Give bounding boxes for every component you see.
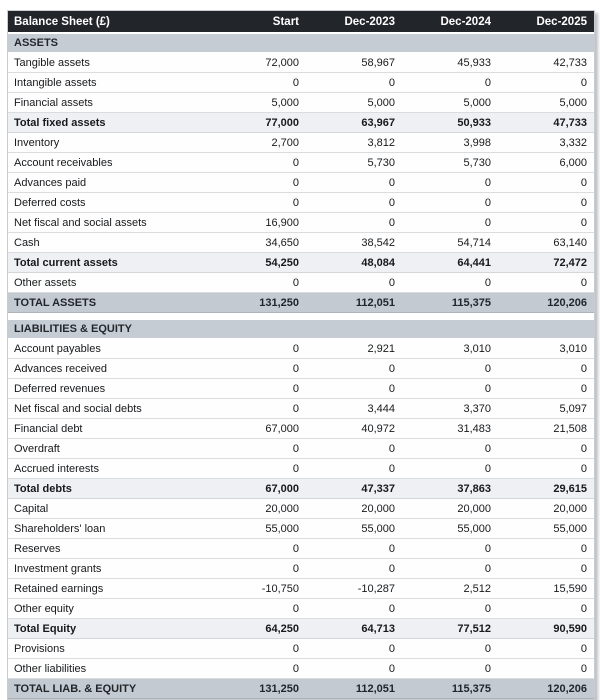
cell-value: 112,051	[306, 293, 402, 313]
table-row	[8, 599, 594, 619]
column-header-dec2025: Dec-2025	[498, 11, 594, 33]
cell-value: 5,730	[402, 153, 498, 173]
row-label: Capital	[8, 499, 210, 519]
cell-value: 131,250	[210, 293, 306, 313]
cell-value: 0	[306, 379, 402, 399]
row-label: Total current assets	[8, 253, 210, 273]
row-label: Deferred revenues	[8, 379, 210, 399]
cell-value: 0	[306, 599, 402, 619]
row-label: Other equity	[8, 599, 210, 619]
cell-value: 0	[402, 173, 498, 193]
cell-value: 0	[498, 659, 594, 679]
header-row	[8, 11, 594, 33]
table-row	[8, 639, 594, 659]
cell-value: 0	[210, 539, 306, 559]
row-label: Net fiscal and social assets	[8, 213, 210, 233]
cell-value: 0	[402, 359, 498, 379]
cell-value: 2,700	[210, 133, 306, 153]
cell-value: 0	[210, 439, 306, 459]
cell-value: 58,967	[306, 53, 402, 73]
row-label: Deferred costs	[8, 193, 210, 213]
cell-value: 50,933	[402, 113, 498, 133]
cell-value: 0	[306, 73, 402, 93]
cell-value: 0	[402, 439, 498, 459]
table-row	[8, 579, 594, 599]
cell-value: 34,650	[210, 233, 306, 253]
table-row	[8, 233, 594, 253]
cell-value: 20,000	[210, 499, 306, 519]
subtotal-row	[8, 479, 594, 499]
section-row	[8, 33, 594, 53]
cell-value: 0	[498, 599, 594, 619]
cell-value: 0	[498, 359, 594, 379]
cell-value: 67,000	[210, 419, 306, 439]
cell-value: 16,900	[210, 213, 306, 233]
subtotal-row	[8, 619, 594, 639]
cell-value: 45,933	[402, 53, 498, 73]
row-label: Account payables	[8, 339, 210, 359]
table-row	[8, 439, 594, 459]
cell-value: 64,441	[402, 253, 498, 273]
row-label: Provisions	[8, 639, 210, 659]
cell-value: 3,444	[306, 399, 402, 419]
cell-value: 0	[498, 193, 594, 213]
cell-value: 0	[498, 439, 594, 459]
cell-value: 2,512	[402, 579, 498, 599]
row-label: Total debts	[8, 479, 210, 499]
cell-value: 0	[306, 459, 402, 479]
cell-value: 42,733	[498, 53, 594, 73]
cell-value: 0	[210, 73, 306, 93]
table-row	[8, 499, 594, 519]
cell-value: 0	[498, 213, 594, 233]
cell-value: 72,000	[210, 53, 306, 73]
cell-value: 0	[210, 273, 306, 293]
column-header-dec2023: Dec-2023	[306, 11, 402, 33]
cell-value: 0	[306, 539, 402, 559]
table-title: Balance Sheet (£)	[8, 11, 210, 33]
cell-value: 77,512	[402, 619, 498, 639]
cell-value: 0	[402, 599, 498, 619]
cell-value: 0	[402, 559, 498, 579]
cell-value: 5,000	[402, 93, 498, 113]
row-label: Shareholders' loan	[8, 519, 210, 539]
cell-value: 0	[306, 213, 402, 233]
cell-value: 0	[402, 213, 498, 233]
cell-value: 54,714	[402, 233, 498, 253]
cell-value: 21,508	[498, 419, 594, 439]
cell-value: 0	[210, 339, 306, 359]
cell-value: 3,998	[402, 133, 498, 153]
cell-value: 3,370	[402, 399, 498, 419]
cell-value: 3,010	[498, 339, 594, 359]
cell-value: 29,615	[498, 479, 594, 499]
cell-value: 0	[402, 639, 498, 659]
cell-value: 40,972	[306, 419, 402, 439]
cell-value: 5,097	[498, 399, 594, 419]
subtotal-row	[8, 113, 594, 133]
cell-value: 0	[498, 639, 594, 659]
table-row	[8, 73, 594, 93]
row-label: Other liabilities	[8, 659, 210, 679]
cell-value: 0	[498, 379, 594, 399]
cell-value: 15,590	[498, 579, 594, 599]
cell-value: 3,332	[498, 133, 594, 153]
section-row	[8, 320, 594, 339]
cell-value: 0	[210, 193, 306, 213]
cell-value: 0	[210, 173, 306, 193]
row-label: Cash	[8, 233, 210, 253]
cell-value: 120,206	[498, 293, 594, 313]
table-row	[8, 559, 594, 579]
row-label: Total fixed assets	[8, 113, 210, 133]
grandtotal-row	[8, 679, 594, 699]
cell-value: 115,375	[402, 293, 498, 313]
cell-value: 0	[498, 173, 594, 193]
row-label: Financial assets	[8, 93, 210, 113]
cell-value: 64,713	[306, 619, 402, 639]
balance-sheet-body	[8, 33, 594, 699]
cell-value: 0	[402, 539, 498, 559]
table-row	[8, 53, 594, 73]
cell-value: 5,000	[210, 93, 306, 113]
cell-value: 0	[210, 399, 306, 419]
row-label: Financial debt	[8, 419, 210, 439]
cell-value: 0	[210, 379, 306, 399]
row-label: Overdraft	[8, 439, 210, 459]
cell-value: 0	[498, 459, 594, 479]
cell-value: 0	[210, 659, 306, 679]
row-label: Other assets	[8, 273, 210, 293]
cell-value: 63,967	[306, 113, 402, 133]
cell-value: 0	[210, 153, 306, 173]
cell-value: 115,375	[402, 679, 498, 699]
row-label: Inventory	[8, 133, 210, 153]
cell-value: 64,250	[210, 619, 306, 639]
row-label: Account receivables	[8, 153, 210, 173]
cell-value: 77,000	[210, 113, 306, 133]
section-label: ASSETS	[8, 33, 594, 53]
cell-value: 37,863	[402, 479, 498, 499]
cell-value: 0	[210, 639, 306, 659]
row-label: Advances paid	[8, 173, 210, 193]
table-row	[8, 539, 594, 559]
cell-value: 131,250	[210, 679, 306, 699]
cell-value: 20,000	[402, 499, 498, 519]
table-row	[8, 153, 594, 173]
row-label: Retained earnings	[8, 579, 210, 599]
cell-value: 20,000	[498, 499, 594, 519]
cell-value: 0	[306, 559, 402, 579]
cell-value: 0	[306, 639, 402, 659]
cell-value: -10,750	[210, 579, 306, 599]
spacer-row	[8, 313, 594, 321]
table-row	[8, 213, 594, 233]
cell-value: 55,000	[402, 519, 498, 539]
cell-value: 5,000	[498, 93, 594, 113]
cell-value: 55,000	[498, 519, 594, 539]
cell-value: 0	[210, 459, 306, 479]
table-row	[8, 519, 594, 539]
cell-value: 0	[498, 273, 594, 293]
cell-value: 112,051	[306, 679, 402, 699]
cell-value: 55,000	[306, 519, 402, 539]
cell-value: 0	[306, 173, 402, 193]
cell-value: 54,250	[210, 253, 306, 273]
table-row	[8, 659, 594, 679]
cell-value: 120,206	[498, 679, 594, 699]
cell-value: 48,084	[306, 253, 402, 273]
cell-value: 0	[306, 439, 402, 459]
column-header-dec2024: Dec-2024	[402, 11, 498, 33]
row-label: TOTAL ASSETS	[8, 293, 210, 313]
cell-value: 0	[306, 273, 402, 293]
grandtotal-row	[8, 293, 594, 313]
cell-value: -10,287	[306, 579, 402, 599]
cell-value: 47,733	[498, 113, 594, 133]
table-row	[8, 133, 594, 153]
cell-value: 0	[498, 559, 594, 579]
table-row	[8, 419, 594, 439]
table-row	[8, 339, 594, 359]
cell-value: 67,000	[210, 479, 306, 499]
table-row	[8, 459, 594, 479]
row-label: Advances received	[8, 359, 210, 379]
table-row	[8, 193, 594, 213]
section-label: LIABILITIES & EQUITY	[8, 320, 594, 339]
cell-value: 0	[402, 659, 498, 679]
table-header	[8, 11, 594, 33]
cell-value: 0	[402, 73, 498, 93]
cell-value: 47,337	[306, 479, 402, 499]
cell-value: 0	[306, 659, 402, 679]
table-row	[8, 173, 594, 193]
cell-value: 0	[402, 379, 498, 399]
cell-value: 0	[498, 539, 594, 559]
row-label: Total Equity	[8, 619, 210, 639]
cell-value: 0	[210, 359, 306, 379]
cell-value: 38,542	[306, 233, 402, 253]
cell-value: 0	[210, 559, 306, 579]
cell-value: 31,483	[402, 419, 498, 439]
row-label: Intangible assets	[8, 73, 210, 93]
spacer-cell	[8, 313, 594, 321]
row-label: TOTAL LIAB. & EQUITY	[8, 679, 210, 699]
table-row	[8, 379, 594, 399]
row-label: Tangible assets	[8, 53, 210, 73]
subtotal-row	[8, 253, 594, 273]
cell-value: 2,921	[306, 339, 402, 359]
row-label: Reserves	[8, 539, 210, 559]
cell-value: 63,140	[498, 233, 594, 253]
cell-value: 55,000	[210, 519, 306, 539]
column-header-start: Start	[210, 11, 306, 33]
cell-value: 72,472	[498, 253, 594, 273]
cell-value: 0	[210, 599, 306, 619]
cell-value: 0	[306, 359, 402, 379]
cell-value: 5,730	[306, 153, 402, 173]
cell-value: 6,000	[498, 153, 594, 173]
cell-value: 3,812	[306, 133, 402, 153]
row-label: Investment grants	[8, 559, 210, 579]
table-row	[8, 273, 594, 293]
row-label: Net fiscal and social debts	[8, 399, 210, 419]
cell-value: 5,000	[306, 93, 402, 113]
balance-sheet-panel	[7, 10, 595, 700]
cell-value: 0	[402, 193, 498, 213]
cell-value: 3,010	[402, 339, 498, 359]
table-row	[8, 93, 594, 113]
cell-value: 90,590	[498, 619, 594, 639]
cell-value: 20,000	[306, 499, 402, 519]
balance-sheet-table	[8, 11, 594, 699]
table-row	[8, 359, 594, 379]
table-row	[8, 399, 594, 419]
cell-value: 0	[402, 273, 498, 293]
cell-value: 0	[498, 73, 594, 93]
cell-value: 0	[402, 459, 498, 479]
cell-value: 0	[306, 193, 402, 213]
row-label: Accrued interests	[8, 459, 210, 479]
